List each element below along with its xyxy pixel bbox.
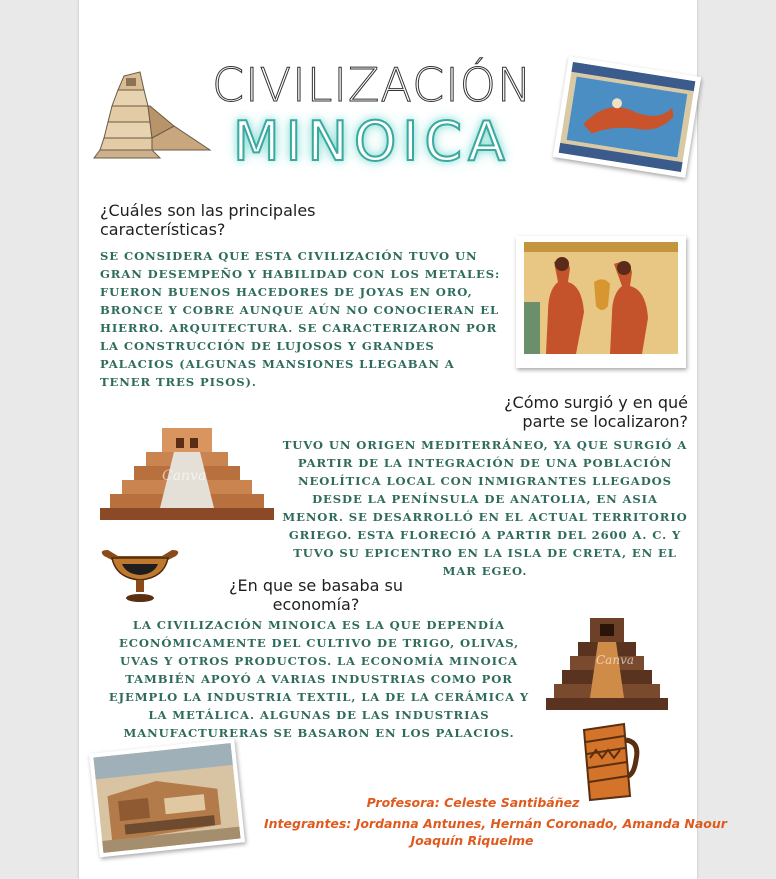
question-origin: ¿Cómo surgió y en qué parte se localizaron? [504,393,688,431]
canva-watermark-text-2: Canva [596,653,634,667]
ceramic-mug-illustration [574,720,640,802]
question-economy: ¿En que se basaba su economía? [229,576,403,614]
members-credit-line-1: Integrantes: Jordanna Antunes, Hernán Coronado, Amanda Naour [264,816,727,831]
teacher-credit: Profesora: Celeste Santibáñez [366,795,580,810]
prince-fresco-photo [516,236,686,368]
title-line-2: MINOICA [233,110,511,173]
bull-leaping-fresco-photo [553,56,701,178]
knossos-palace-photo [89,739,245,858]
stepped-pyramid-illustration [100,428,274,522]
text-origin: TUVO UN ORIGEN MEDITERRÁNEO, YA QUE SURGIÓ A PARTIR DE LA INTEGRACIÓN DE UNA POBLACIÓN NEOLÍTICA LOCAL CON INMIGRANTES LLEGADOS DESDE LA PENÍNSULA DE ANATOLIA, EN ASIA MENOR. SE DESARROLLÓ EN EL ACTUAL TERRITORIO GRIEGO. ESTA FLORECIÓ A PARTIR DEL 2600 A. C. Y TUVO SU EPICENTRO EN LA ISLA DE CRETA, EN EL MAR EGEO. [282,438,688,578]
canva-watermark-text: Canva [162,468,207,484]
kylix-cup-icon [98,548,182,604]
dark-pyramid-illustration [546,614,668,710]
text-characteristics: SE CONSIDERA QUE ESTA CIVILIZACIÓN TUVO UN GRAN DESEMPEÑO Y HABILIDAD CON LOS METALES: FUERON BUENOS HACEDORES DE JOYAS EN ORO, BRONCE Y COBRE AUNQUE AÚN NO CONOCIERAN EL HIERRO. ARQUITECTURA. SE CARACTERIZARON POR LA CONSTRUCCIÓN DE LUJOSOS Y GRANDES PALACIOS (ALGUNAS MANSIONES LLEGABAN A TENER TRES PISOS). [100,249,501,389]
text-economy: LA CIVILIZACIÓN MINOICA ES LA QUE DEPENDÍA ECONÓMICAMENTE DEL CULTIVO DE TRIGO, OLIVAS, UVAS Y OTROS PRODUCTOS. LA ECONOMÍA MINOICA TAMBIÉN APOYÓ A VARIAS INDUSTRIAS COMO POR EJEMPLO LA INDUSTRIA TEXTIL, LA DE LA CERÁMICA Y LA METÁLICA. ALGUNAS DE LAS INDUSTRIAS MANUFACTURERAS SE BASARON EN LOS PALACIOS. [108,618,530,740]
question-characteristics: ¿Cuáles son las principales características? [100,201,316,239]
ziggurat-illustration [90,66,214,162]
members-credit-line-2: Joaquín Riquelme [410,833,534,848]
title-line-1: CIVILIZACIÓN [212,58,533,112]
